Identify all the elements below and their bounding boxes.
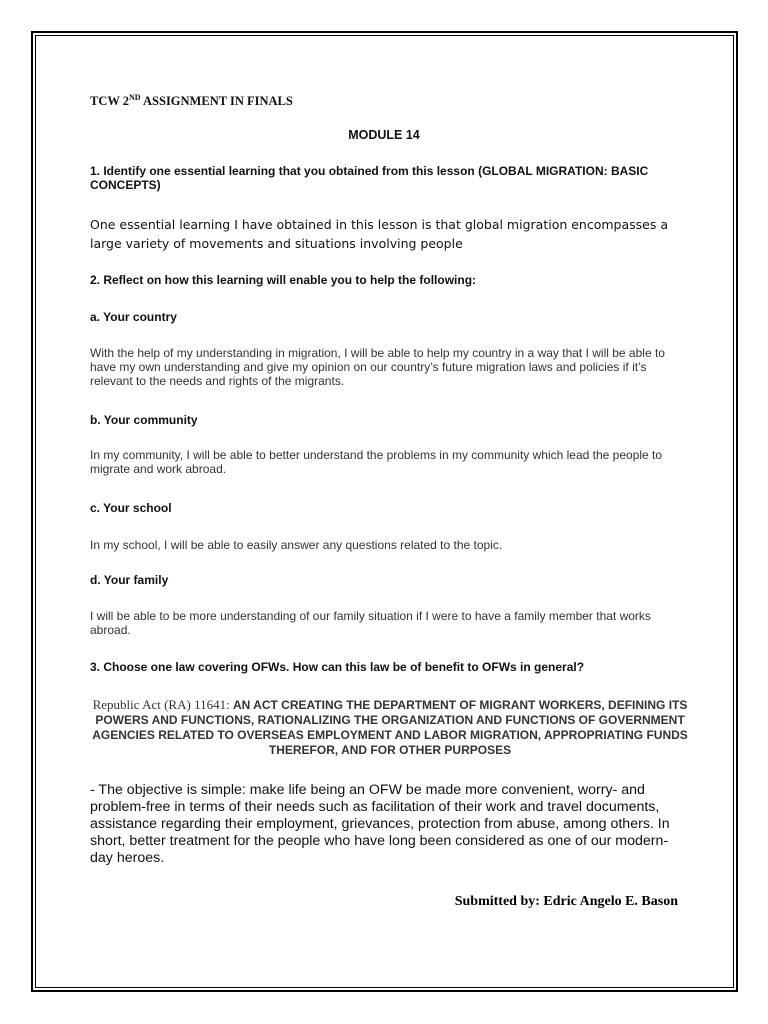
law-act-number: Republic Act (RA) 11641:: [92, 697, 233, 712]
module-title: MODULE 14: [348, 128, 420, 142]
school-answer: In my school, I will be able to easily answer any questions related to the topic.: [90, 538, 503, 552]
community-label: b. Your community: [90, 413, 198, 427]
question-1: 1. Identify one essential learning that you obtained from this lesson (GLOBAL MIGRATION: BASIC CONCEPTS): [90, 164, 649, 192]
question-2: 2. Reflect on how this learning will enable you to help the following:: [90, 273, 477, 287]
country-answer: With the help of my understanding in migration, I will be able to help my country in a way that I will be able to have my own understanding and give my opinion on our country’s future migration laws and policies if it’s relevant to the needs and rights of the migrants.: [90, 346, 665, 388]
answer-1: One essential learning I have obtained in this lesson is that global migration encompasses a large variety of movements and situations involving people: [90, 217, 669, 251]
community-answer: In my community, I will be able to better understand the problems in my community which lead the people to migrate and work abroad.: [90, 448, 663, 476]
submitted-by: Submitted by: Edric Angelo E. Bason: [454, 894, 678, 909]
question-3: 3. Choose one law covering OFWs. How can this law be of benefit to OFWs in general?: [90, 660, 585, 674]
law-citation: [90, 697, 690, 758]
family-answer: I will be able to be more understanding of our family situation if I were to have a family member that works abroad.: [90, 609, 651, 637]
law-title: AN ACT CREATING THE DEPARTMENT OF MIGRANT WORKERS, DEFINING ITS POWERS AND FUNCTIONS, RATIONALIZING THE ORGANIZATION AND FUNCTIONS OF GOVERNMENT AGENCIES RELATED TO OVERSEAS EMPLOYMENT AND LABOR MIGRATION, APPROPRIATING FUNDS THEREFOR, AND FOR OTHER PURPOSES: [92, 698, 688, 757]
school-label: c. Your school: [90, 501, 172, 515]
assignment-header: TCW 2ND ASSIGNMENT IN FINALS: [90, 93, 293, 109]
law-benefit-answer: - The objective is simple: make life being an OFW be made more convenient, worry- and problem-free in terms of their needs such as facilitation of their work and travel documents, assistance regarding their employment, grievances, protection from abuse, among others. In short, better treatment for the people who have long been considered as one of our modern-day heroes.: [90, 782, 670, 866]
country-label: a. Your country: [90, 310, 177, 324]
family-label: d. Your family: [90, 573, 169, 587]
